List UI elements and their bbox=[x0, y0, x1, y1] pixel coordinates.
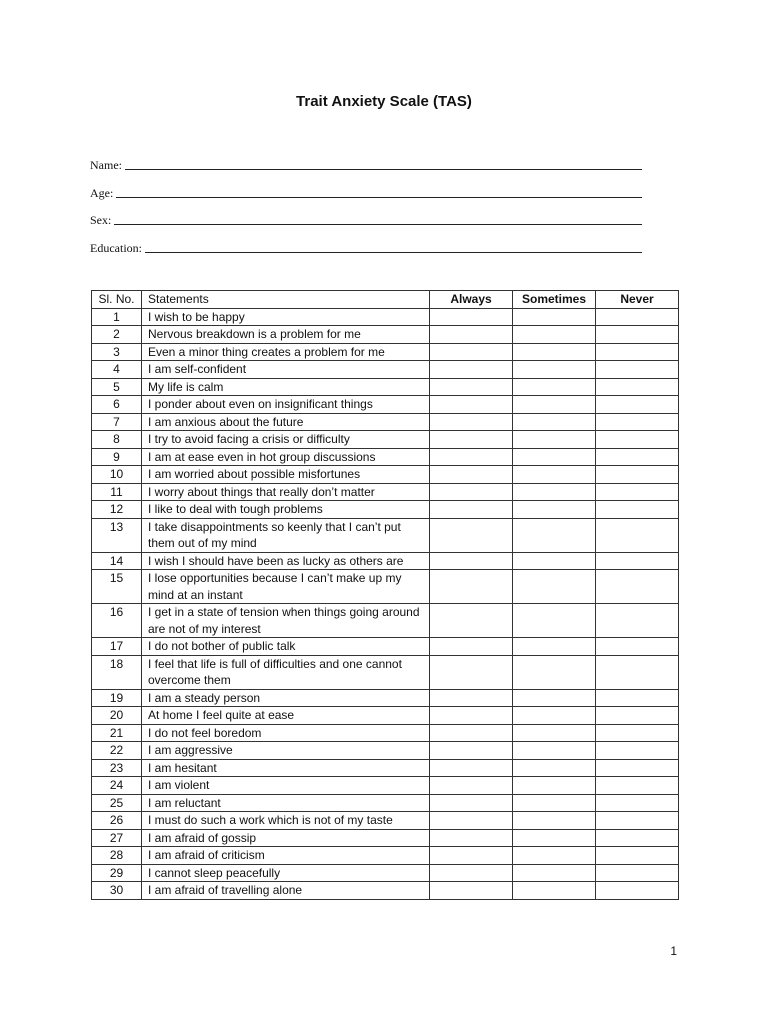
response-cell-always[interactable] bbox=[430, 689, 513, 707]
response-cell-sometimes[interactable] bbox=[513, 431, 596, 449]
response-cell-sometimes[interactable] bbox=[513, 483, 596, 501]
response-cell-always[interactable] bbox=[430, 742, 513, 760]
statement-text: I wish to be happy bbox=[142, 308, 430, 326]
response-cell-never[interactable] bbox=[596, 724, 679, 742]
table-row bbox=[92, 742, 679, 760]
response-cell-sometimes[interactable] bbox=[513, 448, 596, 466]
response-cell-sometimes[interactable] bbox=[513, 361, 596, 379]
statement-text: I get in a state of tension when things going around are not of my interest bbox=[142, 604, 430, 638]
row-number: 11 bbox=[92, 483, 142, 501]
response-cell-sometimes[interactable] bbox=[513, 759, 596, 777]
response-cell-always[interactable] bbox=[430, 466, 513, 484]
row-number: 13 bbox=[92, 518, 142, 552]
table-row bbox=[92, 308, 679, 326]
header-sometimes: Sometimes bbox=[513, 291, 596, 309]
name-field[interactable] bbox=[90, 154, 642, 172]
response-cell-always[interactable] bbox=[430, 812, 513, 830]
response-cell-always[interactable] bbox=[430, 882, 513, 900]
tas-table bbox=[91, 290, 679, 900]
table-row bbox=[92, 501, 679, 519]
statement-text: I am self-confident bbox=[142, 361, 430, 379]
row-number: 4 bbox=[92, 361, 142, 379]
statement-text: I am a steady person bbox=[142, 689, 430, 707]
table-row bbox=[92, 638, 679, 656]
age-label: Age: bbox=[90, 186, 114, 200]
response-cell-sometimes[interactable] bbox=[513, 413, 596, 431]
response-cell-sometimes[interactable] bbox=[513, 777, 596, 795]
row-number: 12 bbox=[92, 501, 142, 519]
response-cell-never[interactable] bbox=[596, 501, 679, 519]
response-cell-sometimes[interactable] bbox=[513, 552, 596, 570]
header-statements: Statements bbox=[142, 291, 430, 309]
response-cell-sometimes[interactable] bbox=[513, 742, 596, 760]
table-row bbox=[92, 396, 679, 414]
response-cell-always[interactable] bbox=[430, 518, 513, 552]
row-number: 27 bbox=[92, 829, 142, 847]
response-cell-never[interactable] bbox=[596, 378, 679, 396]
response-cell-never[interactable] bbox=[596, 742, 679, 760]
response-cell-sometimes[interactable] bbox=[513, 638, 596, 656]
response-cell-never[interactable] bbox=[596, 707, 679, 725]
response-cell-never[interactable] bbox=[596, 570, 679, 604]
row-number: 9 bbox=[92, 448, 142, 466]
response-cell-never[interactable] bbox=[596, 413, 679, 431]
table-row bbox=[92, 655, 679, 689]
response-cell-never[interactable] bbox=[596, 882, 679, 900]
response-cell-never[interactable] bbox=[596, 689, 679, 707]
response-cell-always[interactable] bbox=[430, 638, 513, 656]
table-row bbox=[92, 343, 679, 361]
statement-text: I am at ease even in hot group discussions bbox=[142, 448, 430, 466]
response-cell-always[interactable] bbox=[430, 707, 513, 725]
sex-line[interactable] bbox=[114, 210, 642, 225]
statement-text: Even a minor thing creates a problem for me bbox=[142, 343, 430, 361]
row-number: 3 bbox=[92, 343, 142, 361]
statement-text: At home I feel quite at ease bbox=[142, 707, 430, 725]
page-number: 1 bbox=[670, 944, 677, 958]
statement-text: I am afraid of travelling alone bbox=[142, 882, 430, 900]
table-header-row bbox=[92, 291, 679, 309]
education-label: Education: bbox=[90, 241, 142, 255]
response-cell-sometimes[interactable] bbox=[513, 518, 596, 552]
table-row bbox=[92, 361, 679, 379]
table-row bbox=[92, 483, 679, 501]
response-cell-sometimes[interactable] bbox=[513, 882, 596, 900]
response-cell-always[interactable] bbox=[430, 724, 513, 742]
row-number: 30 bbox=[92, 882, 142, 900]
response-cell-always[interactable] bbox=[430, 361, 513, 379]
header-never: Never bbox=[596, 291, 679, 309]
name-line[interactable] bbox=[125, 155, 642, 170]
row-number: 10 bbox=[92, 466, 142, 484]
response-cell-always[interactable] bbox=[430, 308, 513, 326]
response-cell-never[interactable] bbox=[596, 448, 679, 466]
response-cell-always[interactable] bbox=[430, 448, 513, 466]
statement-text: I take disappointments so keenly that I can’t put them out of my mind bbox=[142, 518, 430, 552]
name-label: Name: bbox=[90, 158, 122, 172]
row-number: 6 bbox=[92, 396, 142, 414]
table-row bbox=[92, 794, 679, 812]
response-cell-never[interactable] bbox=[596, 308, 679, 326]
statement-text: Nervous breakdown is a problem for me bbox=[142, 326, 430, 344]
response-cell-sometimes[interactable] bbox=[513, 724, 596, 742]
response-cell-always[interactable] bbox=[430, 413, 513, 431]
response-cell-never[interactable] bbox=[596, 794, 679, 812]
row-number: 2 bbox=[92, 326, 142, 344]
row-number: 18 bbox=[92, 655, 142, 689]
statement-text: I ponder about even on insignificant things bbox=[142, 396, 430, 414]
statement-text: I am hesitant bbox=[142, 759, 430, 777]
sex-field[interactable] bbox=[90, 209, 642, 227]
response-cell-never[interactable] bbox=[596, 552, 679, 570]
response-cell-never[interactable] bbox=[596, 466, 679, 484]
statement-text: I lose opportunities because I can’t make up my mind at an instant bbox=[142, 570, 430, 604]
response-cell-always[interactable] bbox=[430, 483, 513, 501]
response-cell-always[interactable] bbox=[430, 655, 513, 689]
response-cell-always[interactable] bbox=[430, 794, 513, 812]
response-cell-always[interactable] bbox=[430, 759, 513, 777]
row-number: 26 bbox=[92, 812, 142, 830]
response-cell-sometimes[interactable] bbox=[513, 466, 596, 484]
table-row bbox=[92, 448, 679, 466]
response-cell-sometimes[interactable] bbox=[513, 326, 596, 344]
table-row bbox=[92, 518, 679, 552]
response-cell-always[interactable] bbox=[430, 604, 513, 638]
row-number: 14 bbox=[92, 552, 142, 570]
row-number: 25 bbox=[92, 794, 142, 812]
response-cell-sometimes[interactable] bbox=[513, 847, 596, 865]
page-title: Trait Anxiety Scale (TAS) bbox=[296, 93, 472, 110]
response-cell-never[interactable] bbox=[596, 326, 679, 344]
response-cell-never[interactable] bbox=[596, 829, 679, 847]
statement-text: I do not bother of public talk bbox=[142, 638, 430, 656]
statement-text: I am worried about possible misfortunes bbox=[142, 466, 430, 484]
row-number: 29 bbox=[92, 864, 142, 882]
response-cell-always[interactable] bbox=[430, 326, 513, 344]
response-cell-always[interactable] bbox=[430, 777, 513, 795]
response-cell-never[interactable] bbox=[596, 343, 679, 361]
statement-text: My life is calm bbox=[142, 378, 430, 396]
response-cell-never[interactable] bbox=[596, 847, 679, 865]
response-cell-sometimes[interactable] bbox=[513, 794, 596, 812]
education-field[interactable] bbox=[90, 237, 642, 255]
statement-text: I am anxious about the future bbox=[142, 413, 430, 431]
statement-text: I am violent bbox=[142, 777, 430, 795]
table-row bbox=[92, 413, 679, 431]
response-cell-sometimes[interactable] bbox=[513, 707, 596, 725]
row-number: 24 bbox=[92, 777, 142, 795]
response-cell-sometimes[interactable] bbox=[513, 570, 596, 604]
age-field[interactable] bbox=[90, 182, 642, 200]
response-cell-always[interactable] bbox=[430, 343, 513, 361]
response-cell-sometimes[interactable] bbox=[513, 343, 596, 361]
row-number: 16 bbox=[92, 604, 142, 638]
row-number: 20 bbox=[92, 707, 142, 725]
statement-text: I must do such a work which is not of my taste bbox=[142, 812, 430, 830]
table-row bbox=[92, 864, 679, 882]
row-number: 8 bbox=[92, 431, 142, 449]
row-number: 23 bbox=[92, 759, 142, 777]
response-cell-sometimes[interactable] bbox=[513, 501, 596, 519]
response-cell-always[interactable] bbox=[430, 829, 513, 847]
table-row bbox=[92, 552, 679, 570]
row-number: 1 bbox=[92, 308, 142, 326]
header-always: Always bbox=[430, 291, 513, 309]
response-cell-always[interactable] bbox=[430, 378, 513, 396]
response-cell-never[interactable] bbox=[596, 604, 679, 638]
statement-text: I wish I should have been as lucky as others are bbox=[142, 552, 430, 570]
row-number: 19 bbox=[92, 689, 142, 707]
row-number: 5 bbox=[92, 378, 142, 396]
statement-text: I like to deal with tough problems bbox=[142, 501, 430, 519]
response-cell-sometimes[interactable] bbox=[513, 812, 596, 830]
statement-text: I try to avoid facing a crisis or difficulty bbox=[142, 431, 430, 449]
statement-text: I feel that life is full of difficulties and one cannot overcome them bbox=[142, 655, 430, 689]
response-cell-never[interactable] bbox=[596, 396, 679, 414]
response-cell-sometimes[interactable] bbox=[513, 689, 596, 707]
response-cell-always[interactable] bbox=[430, 396, 513, 414]
row-number: 28 bbox=[92, 847, 142, 865]
response-cell-never[interactable] bbox=[596, 864, 679, 882]
response-cell-sometimes[interactable] bbox=[513, 829, 596, 847]
table-row bbox=[92, 847, 679, 865]
response-cell-sometimes[interactable] bbox=[513, 655, 596, 689]
table-row bbox=[92, 812, 679, 830]
response-cell-never[interactable] bbox=[596, 483, 679, 501]
response-cell-always[interactable] bbox=[430, 552, 513, 570]
response-cell-sometimes[interactable] bbox=[513, 396, 596, 414]
statement-text: I worry about things that really don’t matter bbox=[142, 483, 430, 501]
response-cell-always[interactable] bbox=[430, 431, 513, 449]
table-row bbox=[92, 777, 679, 795]
statement-text: I am aggressive bbox=[142, 742, 430, 760]
response-cell-never[interactable] bbox=[596, 812, 679, 830]
statement-text: I am reluctant bbox=[142, 794, 430, 812]
response-cell-sometimes[interactable] bbox=[513, 604, 596, 638]
row-number: 22 bbox=[92, 742, 142, 760]
education-line[interactable] bbox=[145, 238, 642, 253]
age-line[interactable] bbox=[116, 183, 642, 198]
sex-label: Sex: bbox=[90, 213, 112, 227]
table-row bbox=[92, 707, 679, 725]
response-cell-never[interactable] bbox=[596, 655, 679, 689]
header-sl-no: Sl. No. bbox=[92, 291, 142, 309]
table-row bbox=[92, 378, 679, 396]
table-row bbox=[92, 689, 679, 707]
statement-text: I am afraid of gossip bbox=[142, 829, 430, 847]
response-cell-always[interactable] bbox=[430, 847, 513, 865]
response-cell-sometimes[interactable] bbox=[513, 378, 596, 396]
response-cell-never[interactable] bbox=[596, 759, 679, 777]
response-cell-always[interactable] bbox=[430, 570, 513, 604]
row-number: 17 bbox=[92, 638, 142, 656]
statement-text: I am afraid of criticism bbox=[142, 847, 430, 865]
response-cell-always[interactable] bbox=[430, 501, 513, 519]
response-cell-never[interactable] bbox=[596, 518, 679, 552]
response-cell-never[interactable] bbox=[596, 638, 679, 656]
table-row bbox=[92, 326, 679, 344]
statement-text: I cannot sleep peacefully bbox=[142, 864, 430, 882]
table-row bbox=[92, 759, 679, 777]
response-cell-never[interactable] bbox=[596, 777, 679, 795]
statement-text: I do not feel boredom bbox=[142, 724, 430, 742]
table-body bbox=[92, 308, 679, 899]
row-number: 15 bbox=[92, 570, 142, 604]
table-row bbox=[92, 604, 679, 638]
table-row bbox=[92, 829, 679, 847]
response-cell-sometimes[interactable] bbox=[513, 864, 596, 882]
response-cell-always[interactable] bbox=[430, 864, 513, 882]
table-row bbox=[92, 724, 679, 742]
response-cell-sometimes[interactable] bbox=[513, 308, 596, 326]
table-row bbox=[92, 431, 679, 449]
row-number: 21 bbox=[92, 724, 142, 742]
row-number: 7 bbox=[92, 413, 142, 431]
table-row bbox=[92, 882, 679, 900]
table-row bbox=[92, 466, 679, 484]
table-row bbox=[92, 570, 679, 604]
response-cell-never[interactable] bbox=[596, 431, 679, 449]
response-cell-never[interactable] bbox=[596, 361, 679, 379]
